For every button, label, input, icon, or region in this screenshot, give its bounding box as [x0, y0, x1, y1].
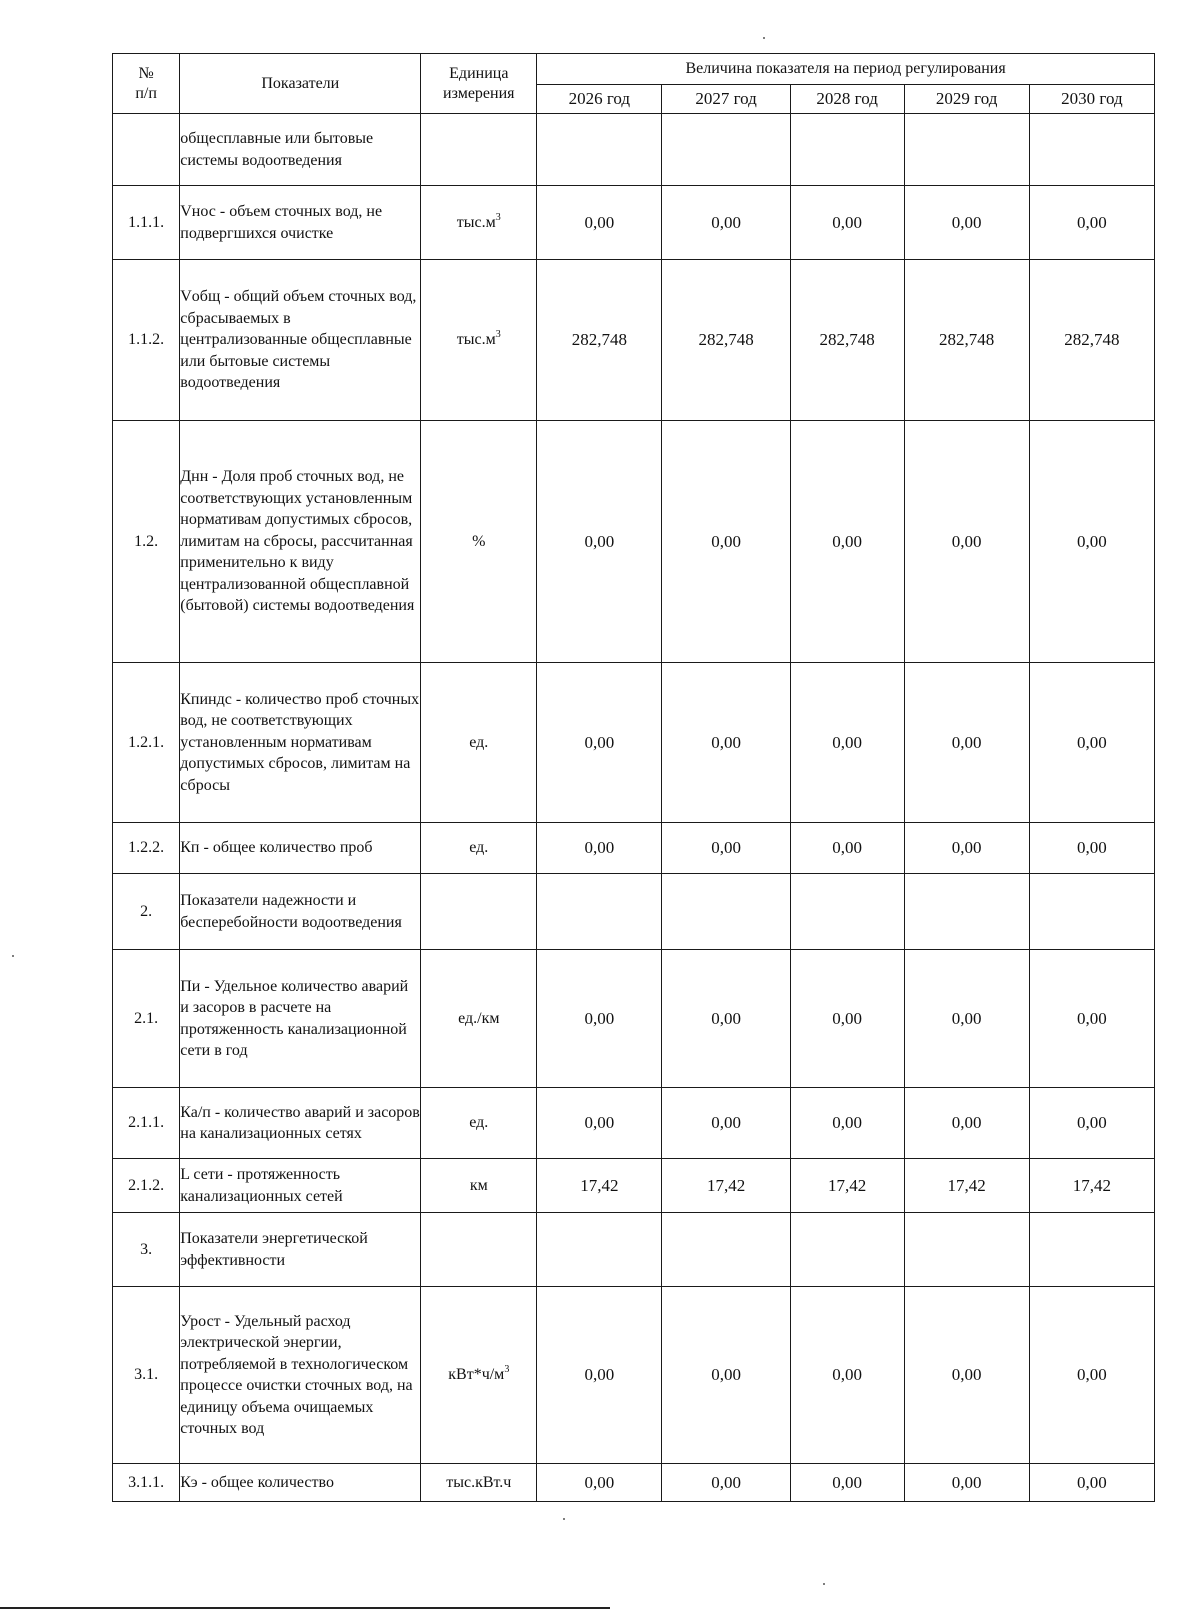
- indicator-name: Показатели надежности и бесперебойности водоотведения: [180, 874, 421, 950]
- value-cell: 0,00: [790, 663, 904, 823]
- value-cell: 0,00: [662, 950, 790, 1088]
- scan-speck: [12, 955, 14, 957]
- table-row: [113, 950, 1155, 1088]
- value-cell: 17,42: [790, 1159, 904, 1213]
- table-row: [113, 663, 1155, 823]
- value-cell: [904, 114, 1029, 186]
- row-number: 2.1.1.: [113, 1088, 180, 1159]
- table-row: [113, 874, 1155, 950]
- value-cell: 0,00: [537, 950, 662, 1088]
- unit-text: тыс.м: [456, 213, 496, 231]
- indicator-name: Кэ - общее количество: [180, 1464, 421, 1502]
- unit-cell: [421, 1159, 537, 1213]
- value-cell: 282,748: [904, 260, 1029, 421]
- value-cell: [537, 1213, 662, 1287]
- header-year: 2027 год: [662, 85, 790, 114]
- value-cell: 0,00: [904, 950, 1029, 1088]
- table-row: [113, 421, 1155, 663]
- unit-cell: [421, 823, 537, 874]
- value-cell: 0,00: [537, 1287, 662, 1464]
- unit-cell: [421, 663, 537, 823]
- value-cell: [537, 114, 662, 186]
- value-cell: 0,00: [790, 421, 904, 663]
- row-number: [113, 114, 180, 186]
- unit-cell: [421, 874, 537, 950]
- table-row: [113, 260, 1155, 421]
- row-number: 3.1.1.: [113, 1464, 180, 1502]
- value-cell: 0,00: [904, 823, 1029, 874]
- unit-cell: [421, 1464, 537, 1502]
- row-number: 2.1.: [113, 950, 180, 1088]
- value-cell: 0,00: [662, 823, 790, 874]
- value-cell: 282,748: [790, 260, 904, 421]
- row-number: 2.1.2.: [113, 1159, 180, 1213]
- indicator-name: Днн - Доля проб сточных вод, не соответствующих установленным нормативам допустимых сбросов, лимитам на сбросы, рассчитанная применительно к виду централизованной общесплавной (бытовой) системы водоотведения: [180, 421, 421, 663]
- row-number: 3.: [113, 1213, 180, 1287]
- row-number: 1.2.: [113, 421, 180, 663]
- unit-cell: [421, 950, 537, 1088]
- unit-cell: [421, 421, 537, 663]
- unit-text: тыс.кВт.ч: [446, 1473, 512, 1491]
- value-cell: 0,00: [537, 823, 662, 874]
- indicator-name: Ка/п - количество аварий и засоров на канализационных сетях: [180, 1088, 421, 1159]
- value-cell: 17,42: [537, 1159, 662, 1213]
- value-cell: 0,00: [790, 186, 904, 260]
- indicator-name: Vнос - объем сточных вод, не подвергшихся очистке: [180, 186, 421, 260]
- header-num: № п/п: [113, 54, 180, 114]
- value-cell: 0,00: [904, 421, 1029, 663]
- indicator-name: общесплавные или бытовые системы водоотведения: [180, 114, 421, 186]
- unit-cell: [421, 1287, 537, 1464]
- value-cell: [1029, 874, 1154, 950]
- value-cell: 0,00: [904, 186, 1029, 260]
- value-cell: 0,00: [1029, 950, 1154, 1088]
- value-cell: 282,748: [1029, 260, 1154, 421]
- scan-speck: [823, 1583, 825, 1585]
- unit-text: ед.: [469, 1114, 489, 1131]
- value-cell: 0,00: [904, 1287, 1029, 1464]
- value-cell: 17,42: [904, 1159, 1029, 1213]
- unit-text: кВт*ч/м: [448, 1366, 505, 1383]
- unit-cell: [421, 1213, 537, 1287]
- page-bottom-rule: [0, 1607, 610, 1609]
- row-number: 1.1.1.: [113, 186, 180, 260]
- value-cell: 17,42: [662, 1159, 790, 1213]
- value-cell: 0,00: [1029, 186, 1154, 260]
- value-cell: 282,748: [537, 260, 662, 421]
- value-cell: [790, 114, 904, 186]
- header-year: 2026 год: [537, 85, 662, 114]
- value-cell: [1029, 114, 1154, 186]
- value-cell: 0,00: [537, 1088, 662, 1159]
- value-cell: 0,00: [790, 823, 904, 874]
- value-cell: 17,42: [1029, 1159, 1154, 1213]
- value-cell: 0,00: [1029, 823, 1154, 874]
- value-cell: 0,00: [662, 1287, 790, 1464]
- indicator-name: Показатели энергетической эффективности: [180, 1213, 421, 1287]
- value-cell: 0,00: [790, 950, 904, 1088]
- value-cell: 0,00: [904, 1464, 1029, 1502]
- value-cell: 0,00: [904, 1088, 1029, 1159]
- unit-cell: [421, 260, 537, 421]
- value-cell: 0,00: [790, 1287, 904, 1464]
- value-cell: 0,00: [1029, 663, 1154, 823]
- value-cell: 0,00: [662, 186, 790, 260]
- table-row: [113, 1287, 1155, 1464]
- indicator-name: Урост - Удельный расход электрической энергии, потребляемой в технологическом процессе очистки сточных вод, на единицу объема очищаемых сточных вод: [180, 1287, 421, 1464]
- value-cell: 0,00: [1029, 421, 1154, 663]
- unit-cell: [421, 1088, 537, 1159]
- indicators-table: [112, 53, 1155, 1502]
- value-cell: 0,00: [790, 1464, 904, 1502]
- unit-text: ед.: [469, 839, 489, 856]
- value-cell: [662, 114, 790, 186]
- header-year: 2028 год: [790, 85, 904, 114]
- table-body: [113, 114, 1155, 1502]
- unit-cell: [421, 186, 537, 260]
- table-row: [113, 186, 1155, 260]
- header-unit: Единица измерения: [421, 54, 537, 114]
- value-cell: [662, 874, 790, 950]
- indicator-name: Vобщ - общий объем сточных вод, сбрасываемых в централизованные общесплавные или бытовые системы водоотведения: [180, 260, 421, 421]
- unit-text: ед./км: [458, 1009, 500, 1027]
- unit-superscript: 3: [504, 1364, 510, 1375]
- value-cell: 0,00: [537, 663, 662, 823]
- scan-speck: [763, 37, 765, 39]
- unit-text: %: [472, 532, 486, 550]
- unit-superscript: 3: [495, 329, 501, 340]
- value-cell: 0,00: [1029, 1088, 1154, 1159]
- scan-speck: [563, 1518, 565, 1520]
- value-cell: 0,00: [662, 663, 790, 823]
- value-cell: 0,00: [662, 1464, 790, 1502]
- unit-superscript: 3: [495, 211, 501, 223]
- table-row: [113, 114, 1155, 186]
- value-cell: 0,00: [1029, 1464, 1154, 1502]
- table-row: [113, 1213, 1155, 1287]
- header-period: Величина показателя на период регулирования: [537, 54, 1155, 85]
- unit-cell: [421, 114, 537, 186]
- value-cell: 0,00: [537, 186, 662, 260]
- unit-text: ед.: [469, 733, 489, 751]
- table-row: [113, 1159, 1155, 1213]
- value-cell: [904, 1213, 1029, 1287]
- indicator-name: Кп - общее количество проб: [180, 823, 421, 874]
- value-cell: [662, 1213, 790, 1287]
- row-number: 1.2.2.: [113, 823, 180, 874]
- indicator-name: Пи - Удельное количество аварий и засоров в расчете на протяженность канализационной сети в год: [180, 950, 421, 1088]
- indicator-name: L сети - протяженность канализационных сетей: [180, 1159, 421, 1213]
- table-row: [113, 823, 1155, 874]
- value-cell: 0,00: [662, 421, 790, 663]
- row-number: 3.1.: [113, 1287, 180, 1464]
- value-cell: 0,00: [537, 421, 662, 663]
- row-number: 1.1.2.: [113, 260, 180, 421]
- unit-text: тыс.м: [456, 331, 496, 348]
- row-number: 1.2.1.: [113, 663, 180, 823]
- value-cell: [790, 1213, 904, 1287]
- header-year: 2029 год: [904, 85, 1029, 114]
- value-cell: 0,00: [662, 1088, 790, 1159]
- value-cell: [537, 874, 662, 950]
- table-row: [113, 1464, 1155, 1502]
- header-year: 2030 год: [1029, 85, 1154, 114]
- value-cell: 0,00: [1029, 1287, 1154, 1464]
- value-cell: [1029, 1213, 1154, 1287]
- value-cell: [790, 874, 904, 950]
- unit-text: км: [469, 1176, 488, 1194]
- row-number: 2.: [113, 874, 180, 950]
- indicator-name: Кпиндс - количество проб сточных вод, не соответствующих установленным нормативам допустимых сбросов, лимитам на сбросы: [180, 663, 421, 823]
- value-cell: 0,00: [790, 1088, 904, 1159]
- header-indicator: Показатели: [180, 54, 421, 114]
- table-row: [113, 1088, 1155, 1159]
- header-row: [113, 54, 1155, 85]
- value-cell: 282,748: [662, 260, 790, 421]
- value-cell: 0,00: [537, 1464, 662, 1502]
- value-cell: 0,00: [904, 663, 1029, 823]
- value-cell: [904, 874, 1029, 950]
